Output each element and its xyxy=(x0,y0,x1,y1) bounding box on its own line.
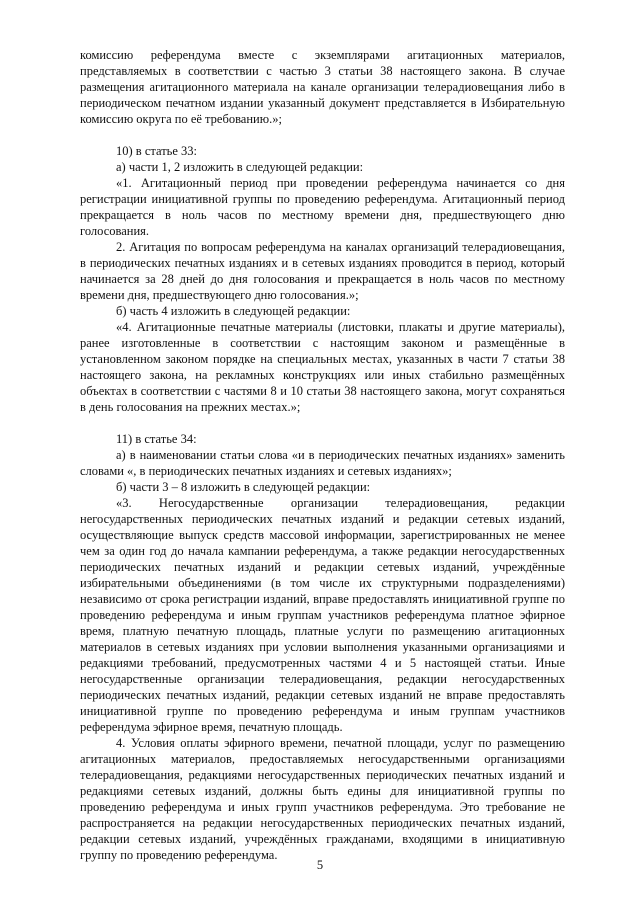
subitem-b: б) части 3 – 8 изложить в следующей редакции: xyxy=(116,480,371,494)
subitem-a: а) части 1, 2 изложить в следующей редакции: xyxy=(116,160,364,174)
spacer xyxy=(80,127,565,143)
page-number: 5 xyxy=(316,858,324,872)
document-body xyxy=(80,47,565,863)
quoted-part-4: «4. Агитационные печатные материалы (листовки, плакаты и другие материалы), ранее изготовленные в соответствии с настоящим законом и размещённые в установленном законом порядке на специальных местах, указанных в части 7 статьи 38 настоящего закона, на рекламных конструкциях или иных стабильно размещённых объектах в соответствии с частями 8 и 10 статьи 38 настоящего закона, могут сохраняться в день голосования на прежних местах.»; xyxy=(80,320,565,414)
item-10-heading: 10) в статье 33: xyxy=(116,144,198,158)
item-11-heading: 11) в статье 34: xyxy=(116,432,197,446)
quoted-part-3: «3. Негосударственные организации телерадиовещания, редакции негосударственных периодических печатных изданий и редакции сетевых изданий, осуществляющие выпуск средств массовой информации, зарегистрированных не менее чем за один год до начала кампании референдума, а также редакции негосударственных периодических печатных изданий и редакции сетевых изданий, учреждённые избирательными объединениями (в том числе их структурными подразделениями) независимо от срока регистрации изданий, вправе предоставлять инициативной группе по проведению референдума и иным группам участников референдума платное эфирное время, платную печатную площадь, платные услуги по размещению агитационных материалов в сетевых изданиях при условии выполнения указанными организациями и редакциями требований, предусмотренных частями 4 и 5 настоящей статьи. Иные негосударственные организации телерадиовещания, редакции негосударственных периодических печатных изданий, редакции сетевых изданий не вправе предоставлять инициативной группе по проведению референдума и иным группам участников референдума эфирное время, печатную площадь. xyxy=(80,496,565,734)
quoted-part-1: «1. Агитационный период при проведении референдума начинается со дня регистрации инициативной группы по проведению референдума. Агитационный период прекращается в ноль часов по местному времени дня, предшествующего дню голосования. xyxy=(80,176,565,238)
subitem-b: б) часть 4 изложить в следующей редакции: xyxy=(116,304,351,318)
paragraph-continuation: комиссию референдума вместе с экземплярами агитационных материалов, представляемых в соответствии с частью 3 статьи 38 настоящего закона. В случае размещения агитационного материала на канале организации телерадиовещания либо в периодическом печатном издании указанный документ представляется в Избирательную комиссию округа по её требованию.»; xyxy=(80,48,565,126)
quoted-part-2: 2. Агитация по вопросам референдума на каналах организаций телерадиовещания, в периодических печатных изданиях и в сетевых изданиях проводится в период, который начинается за 28 дней до дня голосования и прекращается в ноль часов по местному времени дня, предшествующего дню голосования.»; xyxy=(80,240,565,302)
spacer xyxy=(80,415,565,431)
subitem-a: а) в наименовании статьи слова «и в периодических печатных изданиях» заменить словами «, в периодических печатных изданиях и сетевых изданиях»; xyxy=(80,448,565,478)
part-4: 4. Условия оплаты эфирного времени, печатной площади, услуг по размещению агитационных материалов, предоставляемых негосударственными организациями телерадиовещания, редакциями негосударственных периодических печатных изданий и редакциями сетевых изданий, должны быть едины для инициативной группы по проведению референдума и иных групп участников референдума. Это требование не распространяется на редакции негосударственных периодических печатных изданий, редакции сетевых изданий, учреждённых гражданами, входящими в инициативную группу по проведению референдума. xyxy=(80,736,565,862)
